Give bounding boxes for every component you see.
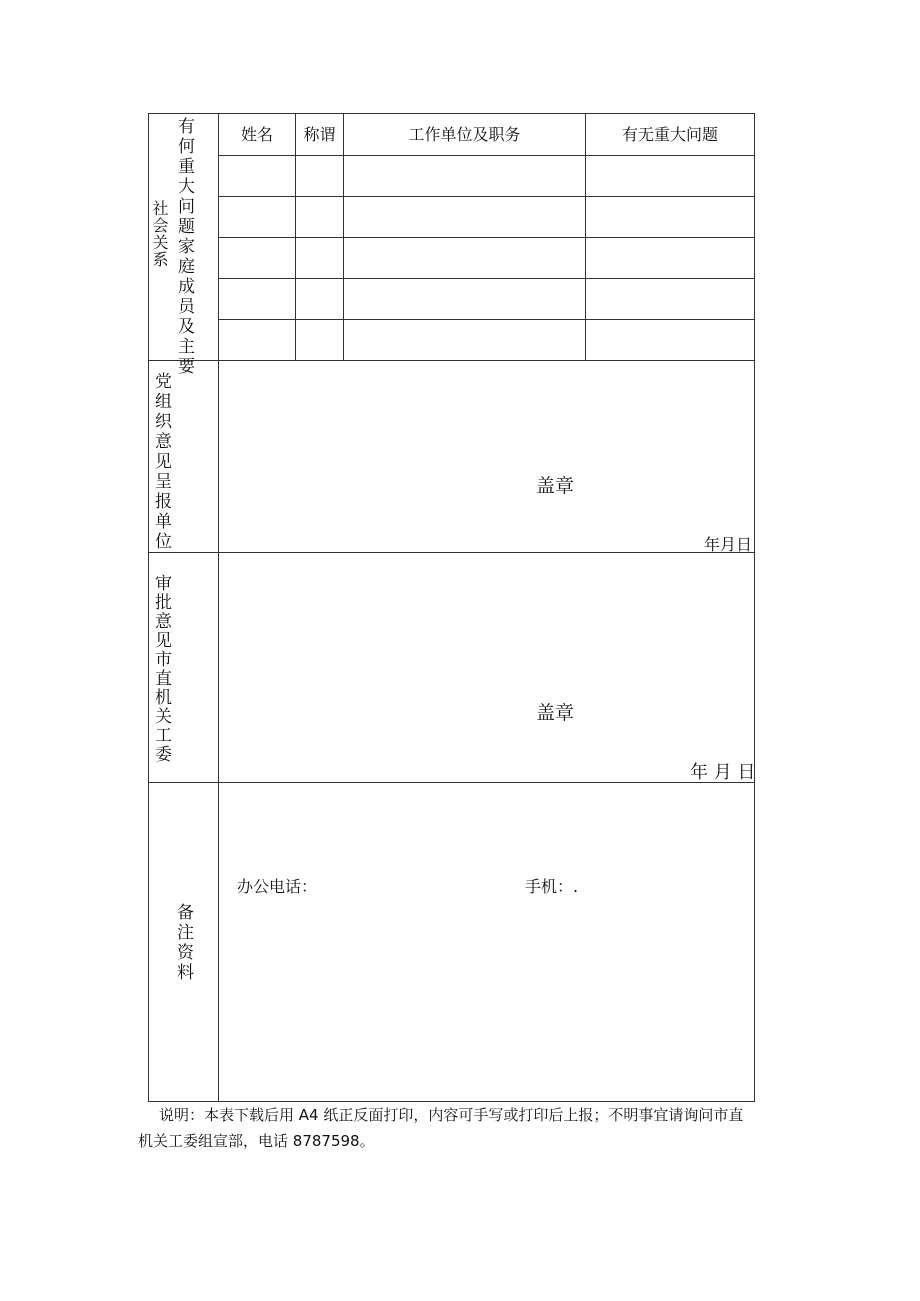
border-top (148, 113, 755, 114)
header-work-unit: 工作单位及职务 (408, 125, 521, 144)
party-seal-label: 盖章 (536, 475, 575, 497)
family-row-5[interactable] (219, 320, 754, 360)
border-left (148, 113, 149, 1102)
border-right (754, 113, 755, 1102)
office-phone-label: 办公电话： (237, 877, 318, 896)
remarks-field[interactable] (219, 783, 754, 1101)
header-major-issues: 有无重大问题 (621, 125, 718, 144)
approval-opinion-field[interactable] (219, 553, 754, 782)
family-row-3[interactable] (219, 238, 754, 278)
party-opinion-label: 党组织意见呈报单位 (151, 372, 171, 552)
mobile-phone-label: 手机：. (525, 877, 579, 896)
approval-date-label: 年 月 日 (690, 762, 756, 783)
approval-opinion-label: 审批意见市直机关工委 (151, 574, 171, 764)
party-date-label: 年月日 (704, 535, 753, 554)
approval-seal-label: 盖章 (536, 702, 575, 724)
remarks-label: 备注资料 (173, 903, 193, 983)
family-row-1[interactable] (219, 156, 754, 196)
family-section-label-main: 有何重大问题家庭成员及主要 (174, 117, 194, 377)
family-row-4[interactable] (219, 279, 754, 319)
footer-note: 说明：本表下载后用 A4 纸正反面打印，内容可手写或打印后上报；不明事宜请询问市直机关工委组宣部，电话 8787598。 (138, 1106, 744, 1150)
family-section-label: 社会关系 (150, 200, 169, 268)
party-opinion-field[interactable] (219, 361, 754, 552)
header-relation: 称谓 (303, 125, 336, 144)
family-row-2[interactable] (219, 197, 754, 237)
header-name: 姓名 (240, 125, 273, 144)
